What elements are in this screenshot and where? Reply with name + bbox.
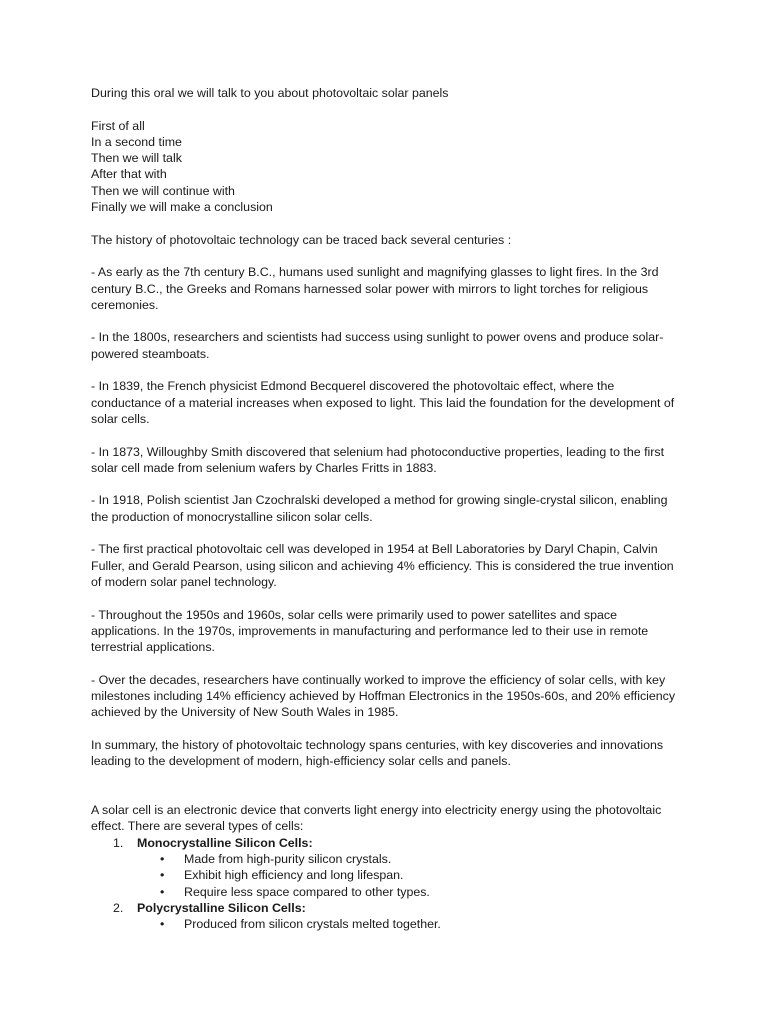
outline-item: Then we will continue with [91, 183, 235, 198]
document-page [91, 85, 681, 932]
bullet-icon: • [160, 917, 165, 932]
cell-type-item [91, 900, 681, 933]
bullet-text: Exhibit high efficiency and long lifespan. [184, 868, 404, 883]
history-paragraph: - Throughout the 1950s and 1960s, solar cells were primarily used to power satellites and space applications. In the 1970s, improvements in manufacturing and performance led to their use in remote terrestrial applications. [91, 607, 649, 655]
intro-line: During this oral we will talk to you about photovoltaic solar panels [91, 86, 449, 100]
bullet-text: Made from high-purity silicon crystals. [184, 851, 392, 866]
cell-type-bullets [137, 851, 681, 900]
history-paragraph: - In 1839, the French physicist Edmond Becquerel discovered the photovoltaic effect, where the conductance of a material increases when exposed to light. This laid the foundation for the development of solar cells. [91, 379, 675, 426]
list-number: 1. [113, 835, 124, 850]
cell-type-title: Monocrystalline Silicon Cells: [137, 835, 313, 850]
bullet-icon: • [160, 884, 165, 899]
bullet-item [91, 884, 681, 900]
history-intro: The history of photovoltaic technology can be traced back several centuries : [91, 232, 512, 247]
cell-type-bullets [137, 916, 681, 932]
bullet-text: Produced from silicon crystals melted together. [184, 917, 441, 932]
history-paragraph: - In the 1800s, researchers and scientists had success using sunlight to power ovens and produce solar-powered steamboats. [91, 330, 664, 361]
bullet-icon: • [160, 851, 165, 866]
bullet-item [91, 867, 681, 883]
bullet-icon: • [160, 868, 165, 883]
cell-type-title: Polycrystalline Silicon Cells: [137, 900, 306, 915]
bullet-item [91, 916, 681, 932]
history-paragraph: - In 1918, Polish scientist Jan Czochralski developed a method for growing single-crystal silicon, enabling the production of monocrystalline silicon solar cells. [91, 493, 668, 524]
outline-item: In a second time [91, 134, 182, 149]
list-number: 2. [113, 900, 124, 915]
cell-types-list [91, 835, 681, 933]
history-paragraph: - Over the decades, researchers have continually worked to improve the efficiency of solar cells, with key milestones including 14% efficiency achieved by Hoffman Electronics in the 1950s-60s, and 20% efficiency achieved by the University of New South Wales in 1985. [91, 672, 676, 720]
cell-type-item [91, 835, 681, 900]
outline-item: Then we will talk [91, 151, 182, 166]
cell-intro: A solar cell is an electronic device that converts light energy into electricity energy using the photovoltaic effect. There are several types of cells: [91, 803, 662, 834]
bullet-text: Require less space compared to other types. [184, 884, 430, 899]
history-paragraph: - In 1873, Willoughby Smith discovered that selenium had photoconductive properties, leading to the first solar cell made from selenium wafers by Charles Fritts in 1883. [91, 444, 665, 475]
history-paragraph: - The first practical photovoltaic cell was developed in 1954 at Bell Laboratories by Daryl Chapin, Calvin Fuller, and Gerald Pearson, using silicon and achieving 4% efficiency. This is considered the true invention of modern solar panel technology. [91, 542, 674, 589]
summary-paragraph: In summary, the history of photovoltaic technology spans centuries, with key discoveries and innovations leading to the development of modern, high-efficiency solar cells and panels. [91, 737, 664, 769]
outline-item: Finally we will make a conclusion [91, 200, 273, 215]
bullet-item [91, 851, 681, 867]
history-paragraph: - As early as the 7th century B.C., humans used sunlight and magnifying glasses to light fires. In the 3rd century B.C., the Greeks and Romans harnessed solar power with mirrors to light torches for religious ceremonies. [91, 265, 659, 312]
outline-item: First of all [91, 118, 145, 133]
outline-item: After that with [91, 167, 167, 182]
